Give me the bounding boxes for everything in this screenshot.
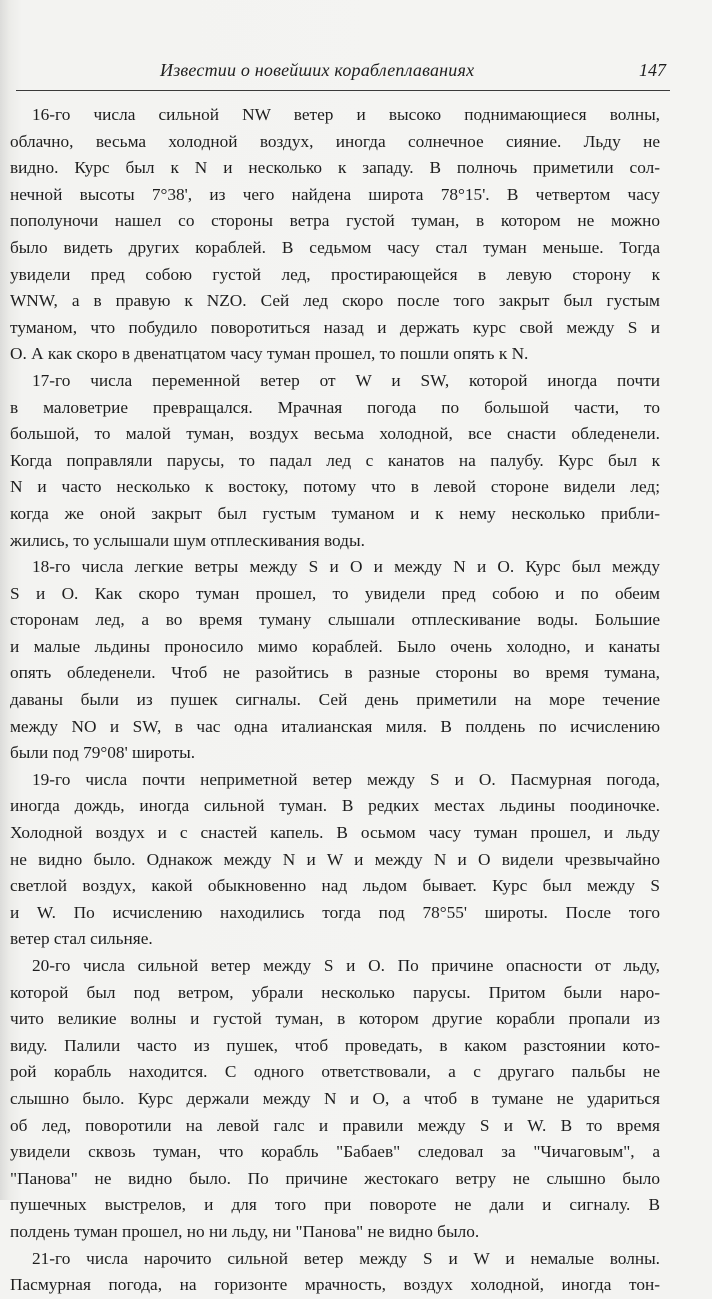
text-line: туманом, что побудило поворотиться назад и держать курс свой между S и bbox=[10, 317, 660, 337]
text-line: 16-го числа сильной NW ветер и высоко поднимающиеся волны, bbox=[32, 105, 660, 124]
running-header bbox=[16, 58, 670, 91]
text-line: видно. Курс был к N и несколько к западу. В полночь приметили сол- bbox=[10, 158, 660, 178]
running-title: Известии о новейших кораблеплаваниях bbox=[160, 60, 475, 80]
text-line: слышно было. Курс держали между N и O, а чтоб в тумане не удариться bbox=[10, 1088, 660, 1108]
text-line: иногда дождь, иногда сильной туман. В редких местах льдины поодиночке. bbox=[10, 796, 660, 816]
text-line: в маловетрие превращался. Мрачная погода по большой части, то bbox=[10, 397, 660, 417]
text-line: было видеть других кораблей. В седьмом часу стал туман меньше. Тогда bbox=[10, 237, 660, 257]
text-line: жились, то услышали шум отплескивания воды. bbox=[10, 530, 365, 550]
text-line: и малые льдины проносило мимо кораблей. Было очень холодно, и канаты bbox=[10, 636, 660, 656]
text-line: 18-го числа легкие ветры между S и O и между N и O. Курс был между bbox=[32, 557, 660, 577]
text-line: увидели сквозь туман, что корабль "Бабаев" следовал за "Чичаговым", а bbox=[10, 1142, 660, 1162]
page-number: 147 bbox=[639, 60, 666, 80]
text-line: "Панова" не видно было. По причине жестокаго ветру не слышно было bbox=[10, 1168, 660, 1188]
text-line: O. А как скоро в двенатцатом часу туман прошел, то пошли опять к N. bbox=[10, 344, 529, 364]
text-line: об лед, поворотили на левой галс и правили между S и W. В то время bbox=[10, 1115, 660, 1135]
text-line: нечной высоты 7°38', из чего найдена широта 78°15'. В четвертом часу bbox=[10, 184, 660, 204]
text-line: сторонам лед, а во время туману слышали отплескивание воды. Большие bbox=[10, 610, 660, 630]
text-line: 17-го числа переменной ветер от W и SW, которой иногда почти bbox=[32, 370, 660, 390]
text-line: 21-го числа нарочито сильной ветер между S и W и немалые волны. bbox=[32, 1248, 660, 1268]
body-text bbox=[10, 102, 660, 1299]
text-line: чито великие волны и густой туман, в котором другие корабли пропали из bbox=[10, 1009, 660, 1029]
text-line: рой корабль находится. С одного ответствовали, а с другаго пальбы не bbox=[10, 1062, 660, 1082]
text-line: пополуночи нашел со стороны ветра густой туман, в котором не можно bbox=[10, 211, 660, 231]
text-line: Пасмурная погода, на горизонте мрачность, воздух холодной, иногда тон- bbox=[10, 1275, 660, 1295]
text-line: не видно было. Однакож между N и W и между N и O видели чрезвычайно bbox=[10, 849, 660, 869]
text-line: WNW, а в правую к NZO. Сей лед скоро после того закрыт был густым bbox=[10, 291, 660, 311]
text-line: Когда поправляли парусы, то падал лед с канатов на палубу. Курс был к bbox=[10, 450, 660, 470]
text-line: были под 79°08' широты. bbox=[10, 743, 196, 763]
text-line: 19-го числа почти неприметной ветер между S и O. Пасмурная погода, bbox=[32, 769, 660, 789]
text-line: опять обледенели. Чтоб не разойтись в разные стороны во время тумана, bbox=[10, 663, 660, 683]
text-line: и W. По исчислению находились тогда под 78°55' широты. После того bbox=[10, 902, 660, 922]
text-line: пушечных выстрелов, и для того при повороте не дали и сигналу. В bbox=[10, 1195, 660, 1215]
text-line: светлой воздух, какой обыкновенно над льдом бывает. Курс был между S bbox=[10, 876, 660, 896]
text-line: между NO и SW, в час одна италианская миля. В полдень по исчислению bbox=[10, 716, 660, 736]
text-line: большой, то малой туман, воздух весьма холодной, все снасти обледенели. bbox=[10, 424, 660, 444]
text-line: 20-го числа сильной ветер между S и O. По причине опасности от льду, bbox=[32, 956, 660, 975]
text-line: виду. Палили часто из пушек, чтоб проведать, в каком разстоянии кото- bbox=[10, 1035, 660, 1055]
text-line: даваны были из пушек сигналы. Сей день приметили на море течение bbox=[10, 690, 660, 710]
text-line: облачно, весьма холодной воздух, иногда солнечное сияние. Льду не bbox=[10, 131, 660, 151]
text-line: полдень туман прошел, но ни льду, ни "Панова" не видно было. bbox=[10, 1221, 480, 1241]
text-line: которой был под ветром, убрали несколько парусы. Притом были наро- bbox=[10, 982, 660, 1002]
text-line: N и часто несколько к востоку, потому что в левой стороне видели лед; bbox=[10, 477, 660, 497]
text-line: S и O. Как скоро туман прошел, то увидели пред собою и по обеим bbox=[10, 583, 660, 603]
text-line: ветер стал сильняе. bbox=[10, 929, 153, 949]
text-line: Холодной воздух и с снастей капель. В осьмом часу туман прошел, и льду bbox=[10, 823, 660, 843]
text-line: когда же оной закрыт был густым туманом и к нему несколько прибли- bbox=[10, 503, 660, 523]
text-line: увидели пред собою густой лед, простирающейся в левую сторону к bbox=[10, 264, 660, 284]
